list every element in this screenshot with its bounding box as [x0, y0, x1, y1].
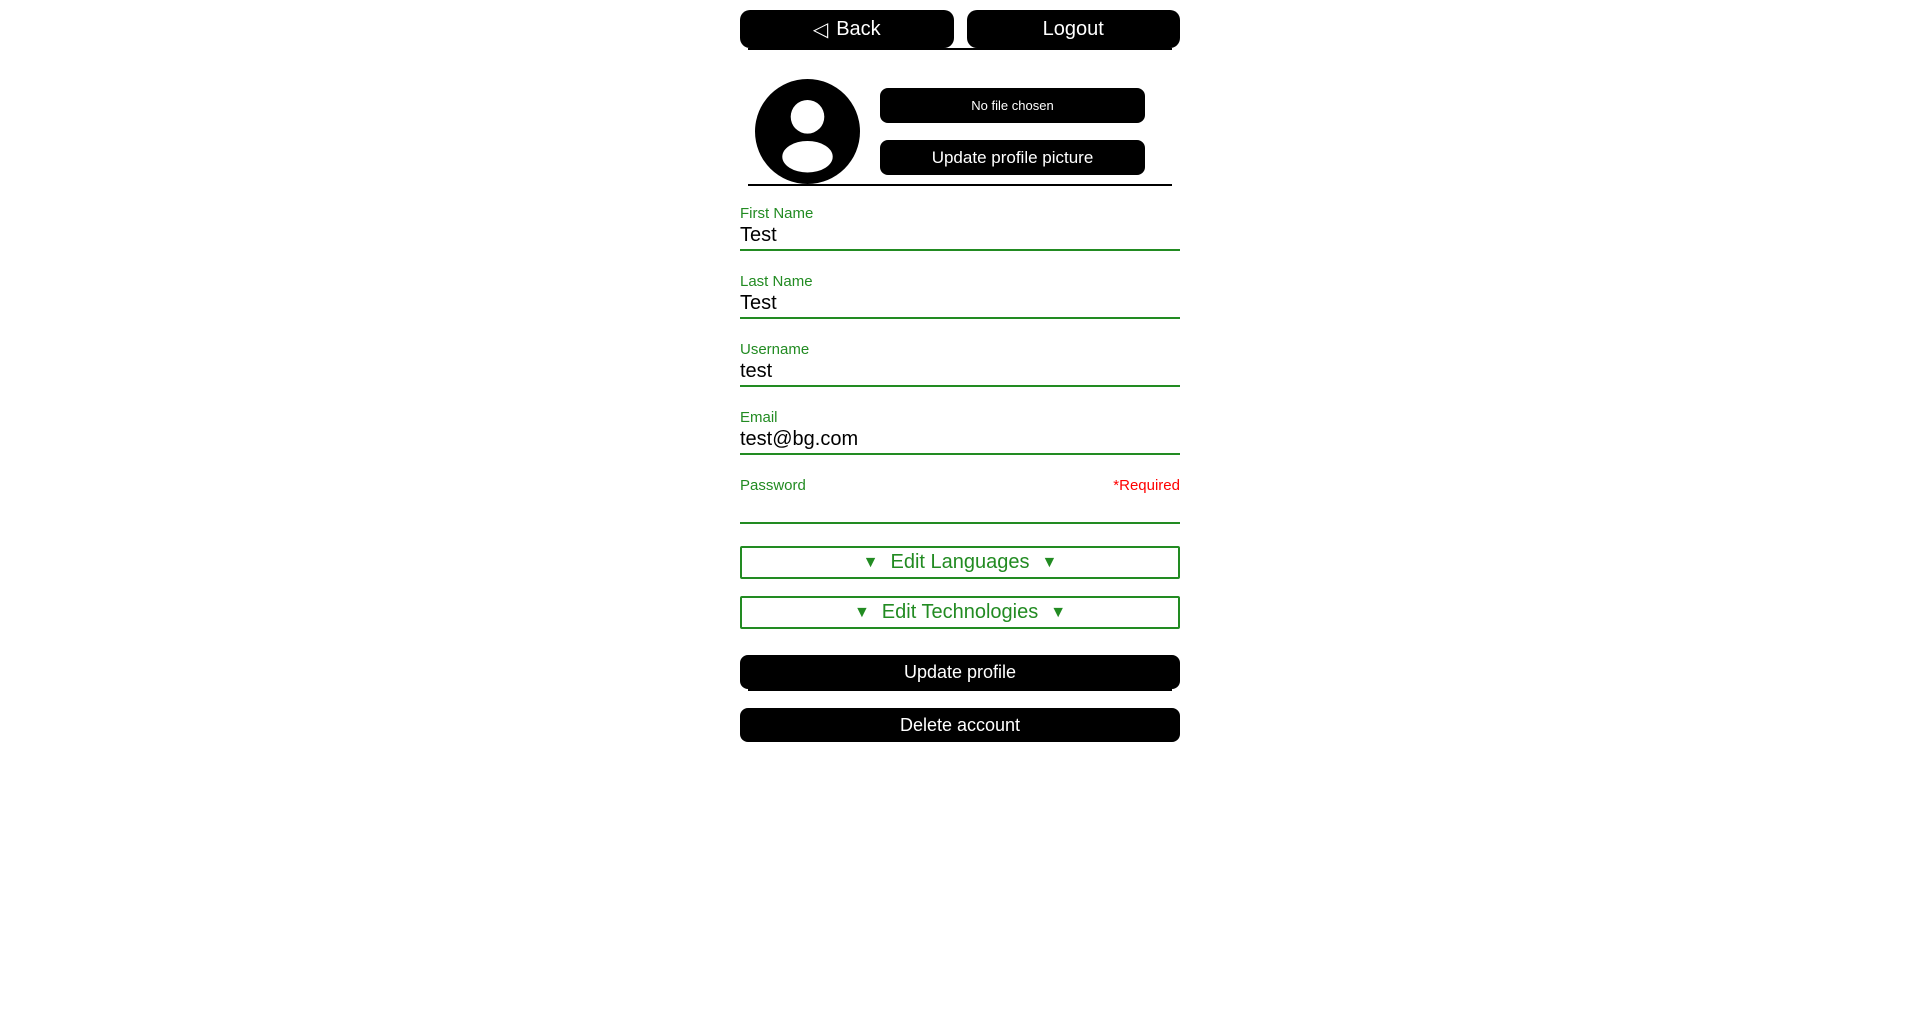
username-field: [740, 341, 1180, 387]
file-status-label: No file chosen: [971, 98, 1054, 113]
edit-technologies-button[interactable]: [740, 596, 1180, 629]
first-name-input[interactable]: [740, 222, 1180, 251]
password-label-row: [740, 477, 1180, 495]
password-label: Password: [740, 477, 806, 494]
first-name-field: [740, 205, 1180, 251]
email-label: Email: [740, 409, 778, 426]
update-profile-picture-label: Update profile picture: [931, 147, 1094, 167]
chevron-down-icon: ▼: [862, 553, 879, 571]
logout-button-label: Logout: [1042, 17, 1104, 40]
chevron-down-icon: ▼: [1050, 603, 1067, 621]
username-input[interactable]: [740, 358, 1180, 387]
email-input[interactable]: [740, 426, 1180, 455]
divider: [748, 184, 1172, 186]
username-label: Username: [740, 341, 810, 358]
top-button-row: [740, 10, 1180, 48]
edit-languages-label: Edit Languages: [890, 551, 1030, 573]
password-input[interactable]: [740, 495, 1180, 524]
upload-controls: [880, 88, 1145, 175]
required-badge: *Required: [1113, 477, 1180, 494]
update-profile-picture-button[interactable]: [880, 140, 1145, 175]
back-button[interactable]: [740, 10, 954, 48]
logout-button[interactable]: [967, 10, 1181, 48]
last-name-label: Last Name: [740, 273, 813, 290]
update-profile-button[interactable]: [740, 655, 1180, 689]
back-arrow-icon: ◁: [812, 18, 829, 41]
profile-picture-section: [740, 79, 1180, 184]
delete-account-label: Delete account: [899, 714, 1021, 735]
last-name-field: [740, 273, 1180, 319]
profile-page: [740, 0, 1180, 742]
divider: [748, 689, 1172, 691]
update-profile-label: Update profile: [903, 661, 1017, 682]
first-name-label: First Name: [740, 205, 814, 222]
user-avatar-icon: [755, 79, 860, 184]
file-input[interactable]: [880, 88, 1145, 123]
edit-languages-button[interactable]: [740, 546, 1180, 579]
last-name-input[interactable]: [740, 290, 1180, 319]
back-button-label: Back: [836, 17, 881, 40]
delete-account-button[interactable]: [740, 708, 1180, 742]
email-field: [740, 409, 1180, 455]
profile-form: [740, 205, 1180, 689]
edit-technologies-label: Edit Technologies: [881, 601, 1039, 623]
chevron-down-icon: ▼: [853, 603, 870, 621]
divider: [748, 48, 1172, 50]
chevron-down-icon: ▼: [1041, 553, 1058, 571]
password-field: [740, 477, 1180, 524]
